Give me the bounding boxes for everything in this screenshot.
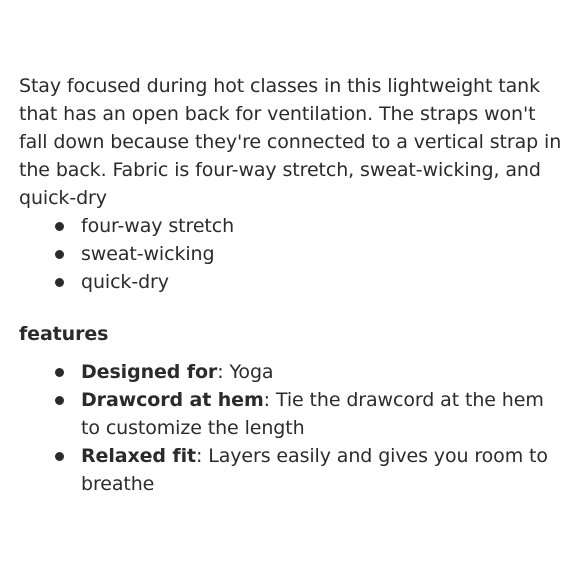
list-item	[81, 268, 564, 296]
feature-name: Drawcord at hem	[81, 389, 264, 411]
fabric-points-list	[19, 212, 564, 296]
bullet-icon	[55, 452, 64, 461]
product-description: Stay focused during hot classes in this lightweight tank that has an open back for ventilation. The straps won't fall down because they're connected to a vertical strap in the back. Fabric is four-way stretch, sweat-wicking, and quick-dry	[19, 75, 562, 209]
feature-name: Designed for	[81, 361, 218, 383]
bullet-icon	[55, 396, 64, 405]
feature-item	[81, 386, 564, 442]
bullet-icon	[55, 278, 64, 287]
bullet-icon	[55, 250, 64, 259]
feature-text: : Tie the drawcord at the hem to customize the length	[81, 389, 544, 439]
feature-name: Relaxed fit	[81, 445, 196, 467]
product-description-block	[19, 72, 564, 498]
list-item	[81, 240, 564, 268]
bullet-icon	[55, 368, 64, 377]
list-item-text: sweat-wicking	[81, 243, 215, 265]
feature-text: : Layers easily and gives you room to breathe	[81, 445, 548, 495]
feature-item	[81, 358, 564, 386]
feature-text: : Yoga	[217, 361, 274, 383]
bullet-icon	[55, 222, 64, 231]
list-item	[81, 212, 564, 240]
list-item-text: quick-dry	[81, 271, 169, 293]
feature-item	[81, 442, 564, 498]
features-list	[19, 358, 564, 498]
features-heading: features	[19, 323, 109, 345]
list-item-text: four-way stretch	[81, 215, 235, 237]
